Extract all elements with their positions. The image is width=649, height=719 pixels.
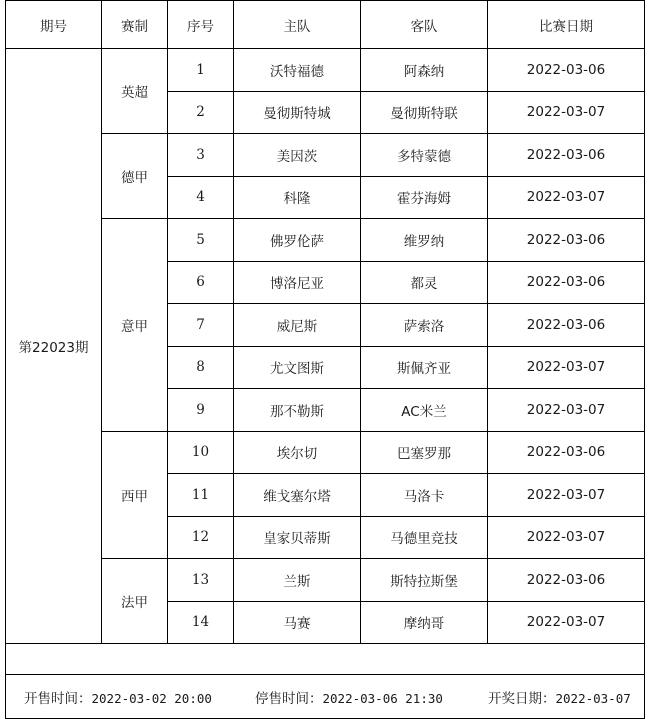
match-row	[6, 559, 645, 602]
seq-cell: 6	[168, 261, 234, 304]
home-team-cell: 科隆	[234, 176, 361, 219]
header-away-team: 客队	[361, 1, 488, 49]
sale-stop-time	[255, 687, 443, 707]
match-date-cell: 2022-03-07	[488, 91, 645, 134]
match-row	[6, 49, 645, 92]
home-team-cell: 兰斯	[234, 559, 361, 602]
match-date-cell: 2022-03-06	[488, 49, 645, 92]
sale-stop-value: 2022-03-06 21:30	[322, 691, 443, 706]
sale-start-label: 开售时间：	[24, 691, 92, 707]
home-team-cell: 皇家贝蒂斯	[234, 516, 361, 559]
sale-start-time	[24, 687, 212, 707]
header-seq: 序号	[168, 1, 234, 49]
home-team-cell: 美因茨	[234, 134, 361, 177]
away-team-cell: AC米兰	[361, 389, 488, 432]
match-date-cell: 2022-03-07	[488, 346, 645, 389]
home-team-cell: 沃特福德	[234, 49, 361, 92]
table-header-row	[6, 1, 645, 49]
seq-cell: 13	[168, 559, 234, 602]
footer-line	[6, 675, 644, 718]
home-team-cell: 尤文图斯	[234, 346, 361, 389]
league-cell: 西甲	[102, 431, 168, 559]
league-cell: 法甲	[102, 559, 168, 644]
seq-cell: 1	[168, 49, 234, 92]
away-team-cell: 霍芬海姆	[361, 176, 488, 219]
seq-cell: 5	[168, 219, 234, 262]
blank-row	[6, 644, 645, 675]
match-row	[6, 134, 645, 177]
draw-date	[488, 687, 631, 707]
league-cell: 意甲	[102, 219, 168, 432]
away-team-cell: 摩纳哥	[361, 601, 488, 644]
match-date-cell: 2022-03-06	[488, 219, 645, 262]
match-row	[6, 219, 645, 262]
home-team-cell: 博洛尼亚	[234, 261, 361, 304]
seq-cell: 3	[168, 134, 234, 177]
match-date-cell: 2022-03-06	[488, 261, 645, 304]
seq-cell: 9	[168, 389, 234, 432]
lottery-schedule-sheet	[5, 0, 644, 717]
home-team-cell: 佛罗伦萨	[234, 219, 361, 262]
home-team-cell: 曼彻斯特城	[234, 91, 361, 134]
header-match-date: 比赛日期	[488, 1, 645, 49]
match-date-cell: 2022-03-06	[488, 304, 645, 347]
away-team-cell: 曼彻斯特联	[361, 91, 488, 134]
league-cell: 德甲	[102, 134, 168, 219]
home-team-cell: 那不勒斯	[234, 389, 361, 432]
home-team-cell: 维戈塞尔塔	[234, 474, 361, 517]
home-team-cell: 马赛	[234, 601, 361, 644]
home-team-cell: 埃尔切	[234, 431, 361, 474]
away-team-cell: 萨索洛	[361, 304, 488, 347]
away-team-cell: 马洛卡	[361, 474, 488, 517]
away-team-cell: 多特蒙德	[361, 134, 488, 177]
footer-row	[6, 675, 645, 719]
match-date-cell: 2022-03-06	[488, 559, 645, 602]
away-team-cell: 巴塞罗那	[361, 431, 488, 474]
match-date-cell: 2022-03-07	[488, 601, 645, 644]
match-date-cell: 2022-03-06	[488, 431, 645, 474]
sale-start-value: 2022-03-02 20:00	[91, 691, 212, 706]
match-date-cell: 2022-03-07	[488, 474, 645, 517]
match-date-cell: 2022-03-06	[488, 134, 645, 177]
period-cell: 第22023期	[6, 49, 102, 644]
header-home-team: 主队	[234, 1, 361, 49]
seq-cell: 7	[168, 304, 234, 347]
match-date-cell: 2022-03-07	[488, 389, 645, 432]
seq-cell: 12	[168, 516, 234, 559]
draw-date-value: 2022-03-07	[555, 691, 631, 706]
sale-stop-label: 停售时间：	[255, 691, 323, 707]
seq-cell: 2	[168, 91, 234, 134]
blank-cell	[6, 644, 645, 675]
seq-cell: 14	[168, 601, 234, 644]
away-team-cell: 阿森纳	[361, 49, 488, 92]
away-team-cell: 马德里竞技	[361, 516, 488, 559]
away-team-cell: 都灵	[361, 261, 488, 304]
seq-cell: 4	[168, 176, 234, 219]
away-team-cell: 斯佩齐亚	[361, 346, 488, 389]
draw-date-label: 开奖日期：	[488, 691, 556, 707]
seq-cell: 10	[168, 431, 234, 474]
header-period: 期号	[6, 1, 102, 49]
away-team-cell: 维罗纳	[361, 219, 488, 262]
match-row	[6, 431, 645, 474]
seq-cell: 11	[168, 474, 234, 517]
schedule-body	[6, 49, 645, 644]
match-schedule-table	[5, 0, 645, 719]
footer-cell	[6, 675, 645, 719]
league-cell: 英超	[102, 49, 168, 134]
header-league: 赛制	[102, 1, 168, 49]
seq-cell: 8	[168, 346, 234, 389]
away-team-cell: 斯特拉斯堡	[361, 559, 488, 602]
match-date-cell: 2022-03-07	[488, 176, 645, 219]
match-date-cell: 2022-03-07	[488, 516, 645, 559]
home-team-cell: 威尼斯	[234, 304, 361, 347]
